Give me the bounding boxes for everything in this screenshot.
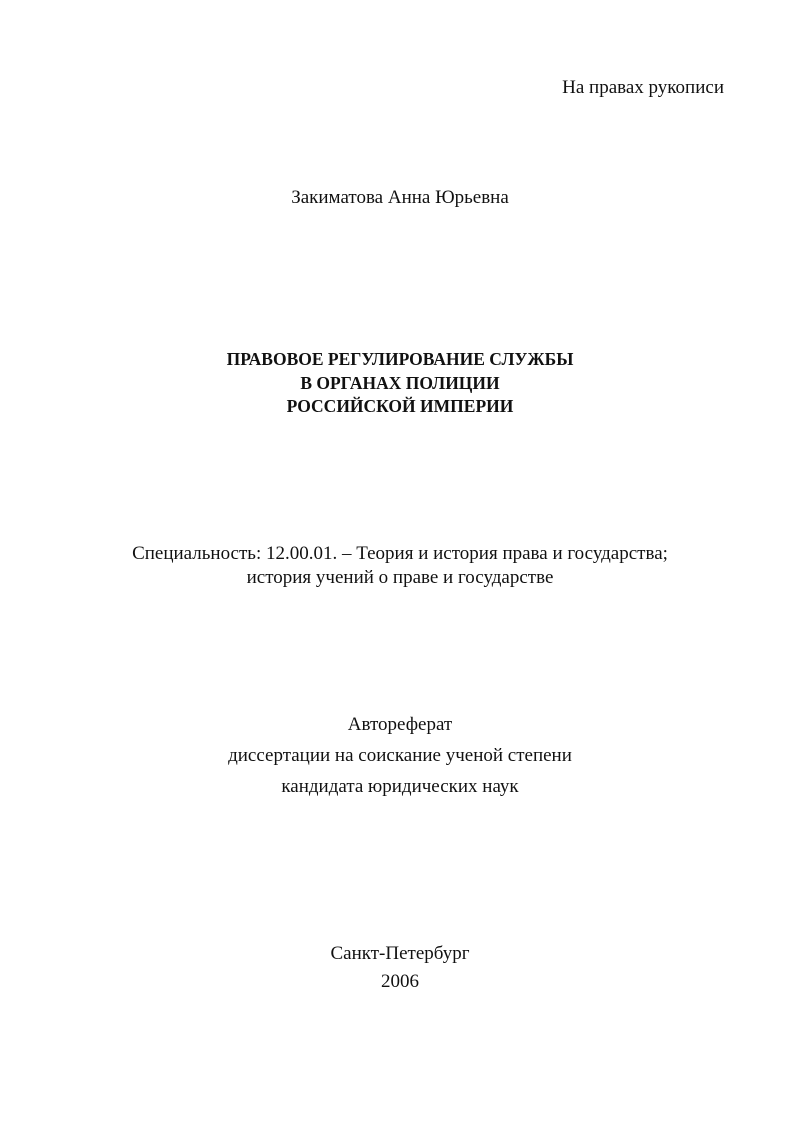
title-line-2: В ОРГАНАХ ПОЛИЦИИ [300, 373, 500, 393]
manuscript-rights-note: На правах рукописи [562, 77, 724, 98]
title-line-1: ПРАВОВОЕ РЕГУЛИРОВАНИЕ СЛУЖБЫ [226, 349, 574, 369]
work-type-line-2: диссертации на соискание ученой степени [228, 745, 572, 766]
author-name: Закиматова Анна Юрьевна [291, 187, 509, 208]
city: Санкт-Петербург [330, 943, 470, 964]
specialty-line-1: Специальность: 12.00.01. – Теория и история права и государства; [132, 543, 668, 564]
work-type-line-3: кандидата юридических наук [281, 776, 519, 797]
year: 2006 [381, 971, 419, 992]
work-type-line-1: Автореферат [347, 714, 453, 735]
title-line-3: РОССИЙСКОЙ ИМПЕРИИ [286, 396, 514, 416]
specialty-line-2: история учений о праве и государстве [246, 567, 554, 588]
